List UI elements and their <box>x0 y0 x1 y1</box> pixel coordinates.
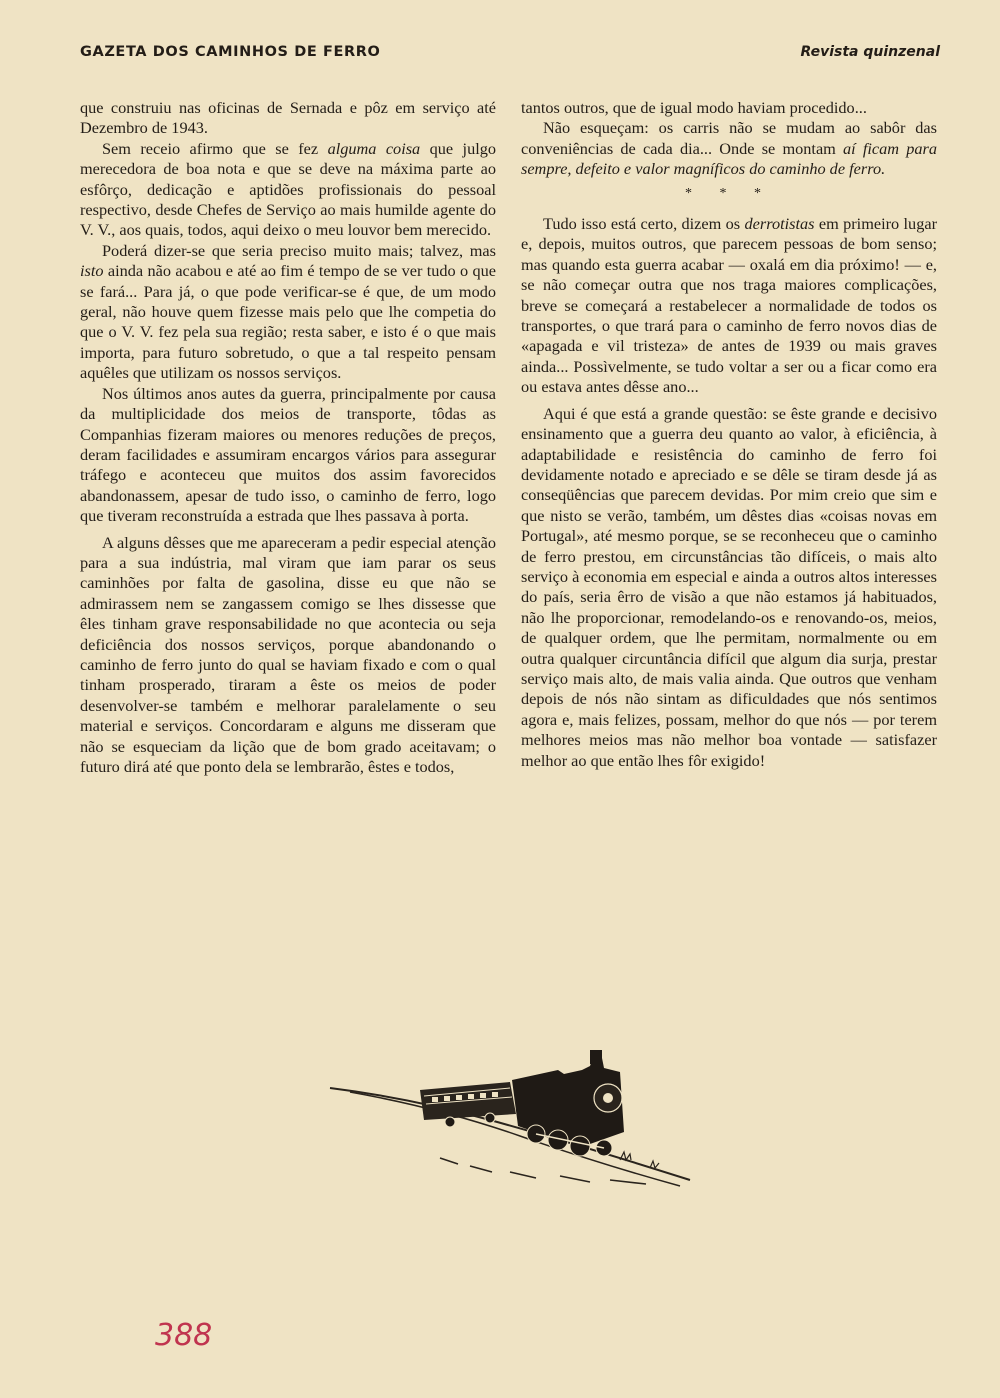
paragraph: Tudo isso está certo, dizem os derrotistas em primeiro lugar e, depois, muitos outros, que parecem pessoas de bom senso; mas quando esta guerra acabar — oxalá em dia próximo! — e, se não começar outra que nos traga maiores complicações, breve se começará a restabelecer a normalidade de todos os transportes, o que trará para o caminho de ferro novos dias de «apagada e vil tristeza» de antes de 1939 ou mais graves ainda... Possìvelmente, se tudo voltar a ser ou a ficar como era ou estava antes dêsse ano... <box>521 214 937 397</box>
section-separator: * * * <box>685 185 773 201</box>
right-column <box>521 98 937 771</box>
paragraph: Nos últimos anos autes da guerra, principalmente por causa da multiplicidade dos meios de transporte, tôdas as Companhias fizeram maiores ou menores reduções de preços, deram facilidades e assumiram encargos vários para assegurar tráfego e aconteceu que muitos dos assim favorecidos abandonassem, apesar de tudo isso, o caminho de ferro, logo que tiveram reconstruída a estrada que lhes passava à porta. <box>80 383 496 526</box>
emphasis: isto <box>80 261 104 281</box>
magazine-title: GAZETA DOS CAMINHOS DE FERRO <box>80 44 381 60</box>
paragraph: Poderá dizer-se que seria preciso muito mais; talvez, mas isto ainda não acabou e até ao fim é tempo de se ver tudo o que se fará... Para já, o que pode verificar-se é que, de um modo geral, não houve quem fizesse mais pelo que lhe competia do que o V. V. fez pela sua região; resta saber, e isto é o que mais importa, para futuro sobretudo, o que a tal respeito pensam aquêles que utilizam os nossos serviços. <box>80 240 496 383</box>
left-column <box>80 98 496 777</box>
paragraph: tantos outros, que de igual modo haviam procedido... <box>521 98 867 117</box>
steam-train-illustration <box>320 1040 700 1190</box>
paragraph: Sem receio afirmo que se fez alguma coisa que julgo merecedora de boa nota e que se deve na máxima parte ao esfôrço, dedicação e aptidões profissionais do pessoal respectivo, desde Chefes de Serviço ao mais humilde agente do V. V., aos quais, todos, aqui deixo o meu louvor bem merecido. <box>80 138 497 240</box>
emphasis: aí ficam para sempre, defeito e valor magníficos do caminho de ferro. <box>521 138 938 179</box>
paragraph: Não esqueçam: os carris não se mudam ao sabôr das conveniências de cada dia... Onde se montam aí ficam para sempre, defeito e valor magníficos do caminho de ferro. <box>521 118 938 179</box>
page-number: 388 <box>155 1318 213 1353</box>
paragraph: A alguns dêsses que me apareceram a pedir especial atenção para a sua indústria, mal viram que iam parar os seus caminhões por falta de gasolina, disse eu que não se admirassem nem se zangassem comigo se lhes dissesse que êles tinham grave responsabilidade no que acontecia ou seja deficiência dos nossos serviços, porque abandonando o caminho de ferro junto do qual se haviam fixado e com o qual tinham prosperado, tiraram a êste os meios de poder desenvolver-se também e melhorar paralelamente o seu material e serviços. Concordaram e alguns me disseram que não se esqueciam da lição que de bom grado aceitavam; o futuro dirá até que ponto dela se lembrarão, êstes e todos, <box>80 532 496 776</box>
paragraph: Aqui é que está a grande questão: se êste grande e decisivo ensinamento que a guerra deu quanto ao valor, à eficiência, à adaptabilidade e resistência do caminho de ferro foi devidamente notado e apreciado e se dêle se tiram desde já as conseqüências que parecem devidas. Por mim creio que sim e que nisto se verão, também, um dêstes dias «coisas novas em Portugal», até mesmo porque, se se reconheceu que o caminho de ferro prestou, em circunstâncias tão difíceis, o mais alto serviço à economia em especial e ainda a outros altos interesses do país, seria êrro de visão a que não estamos já habituados, não lhe proporcionar, remodelando-os e renovando-os, meios, de qualquer ordem, que lhe permitam, normalmente ou em outra qualquer circuntância difícil que algum dia surja, prestar serviço mais alto, de mais valia ainda. Que outros que venham depois de nós não sintam as dificuldades que nós sentimos agora e, mais felizes, possam, melhor do que nós — por terem melhores meios mas não melhor boa vontade — satisfazer melhor ao que então lhes fôr exigido! <box>521 403 937 770</box>
issue-label: Revista quinzenal <box>800 44 940 60</box>
paragraph: que construiu nas oficinas de Sernada e pôz em serviço até Dezembro de 1943. <box>80 98 496 138</box>
page-header <box>80 44 940 68</box>
emphasis: derrotistas <box>744 214 815 234</box>
emphasis: alguma coisa <box>327 138 421 158</box>
